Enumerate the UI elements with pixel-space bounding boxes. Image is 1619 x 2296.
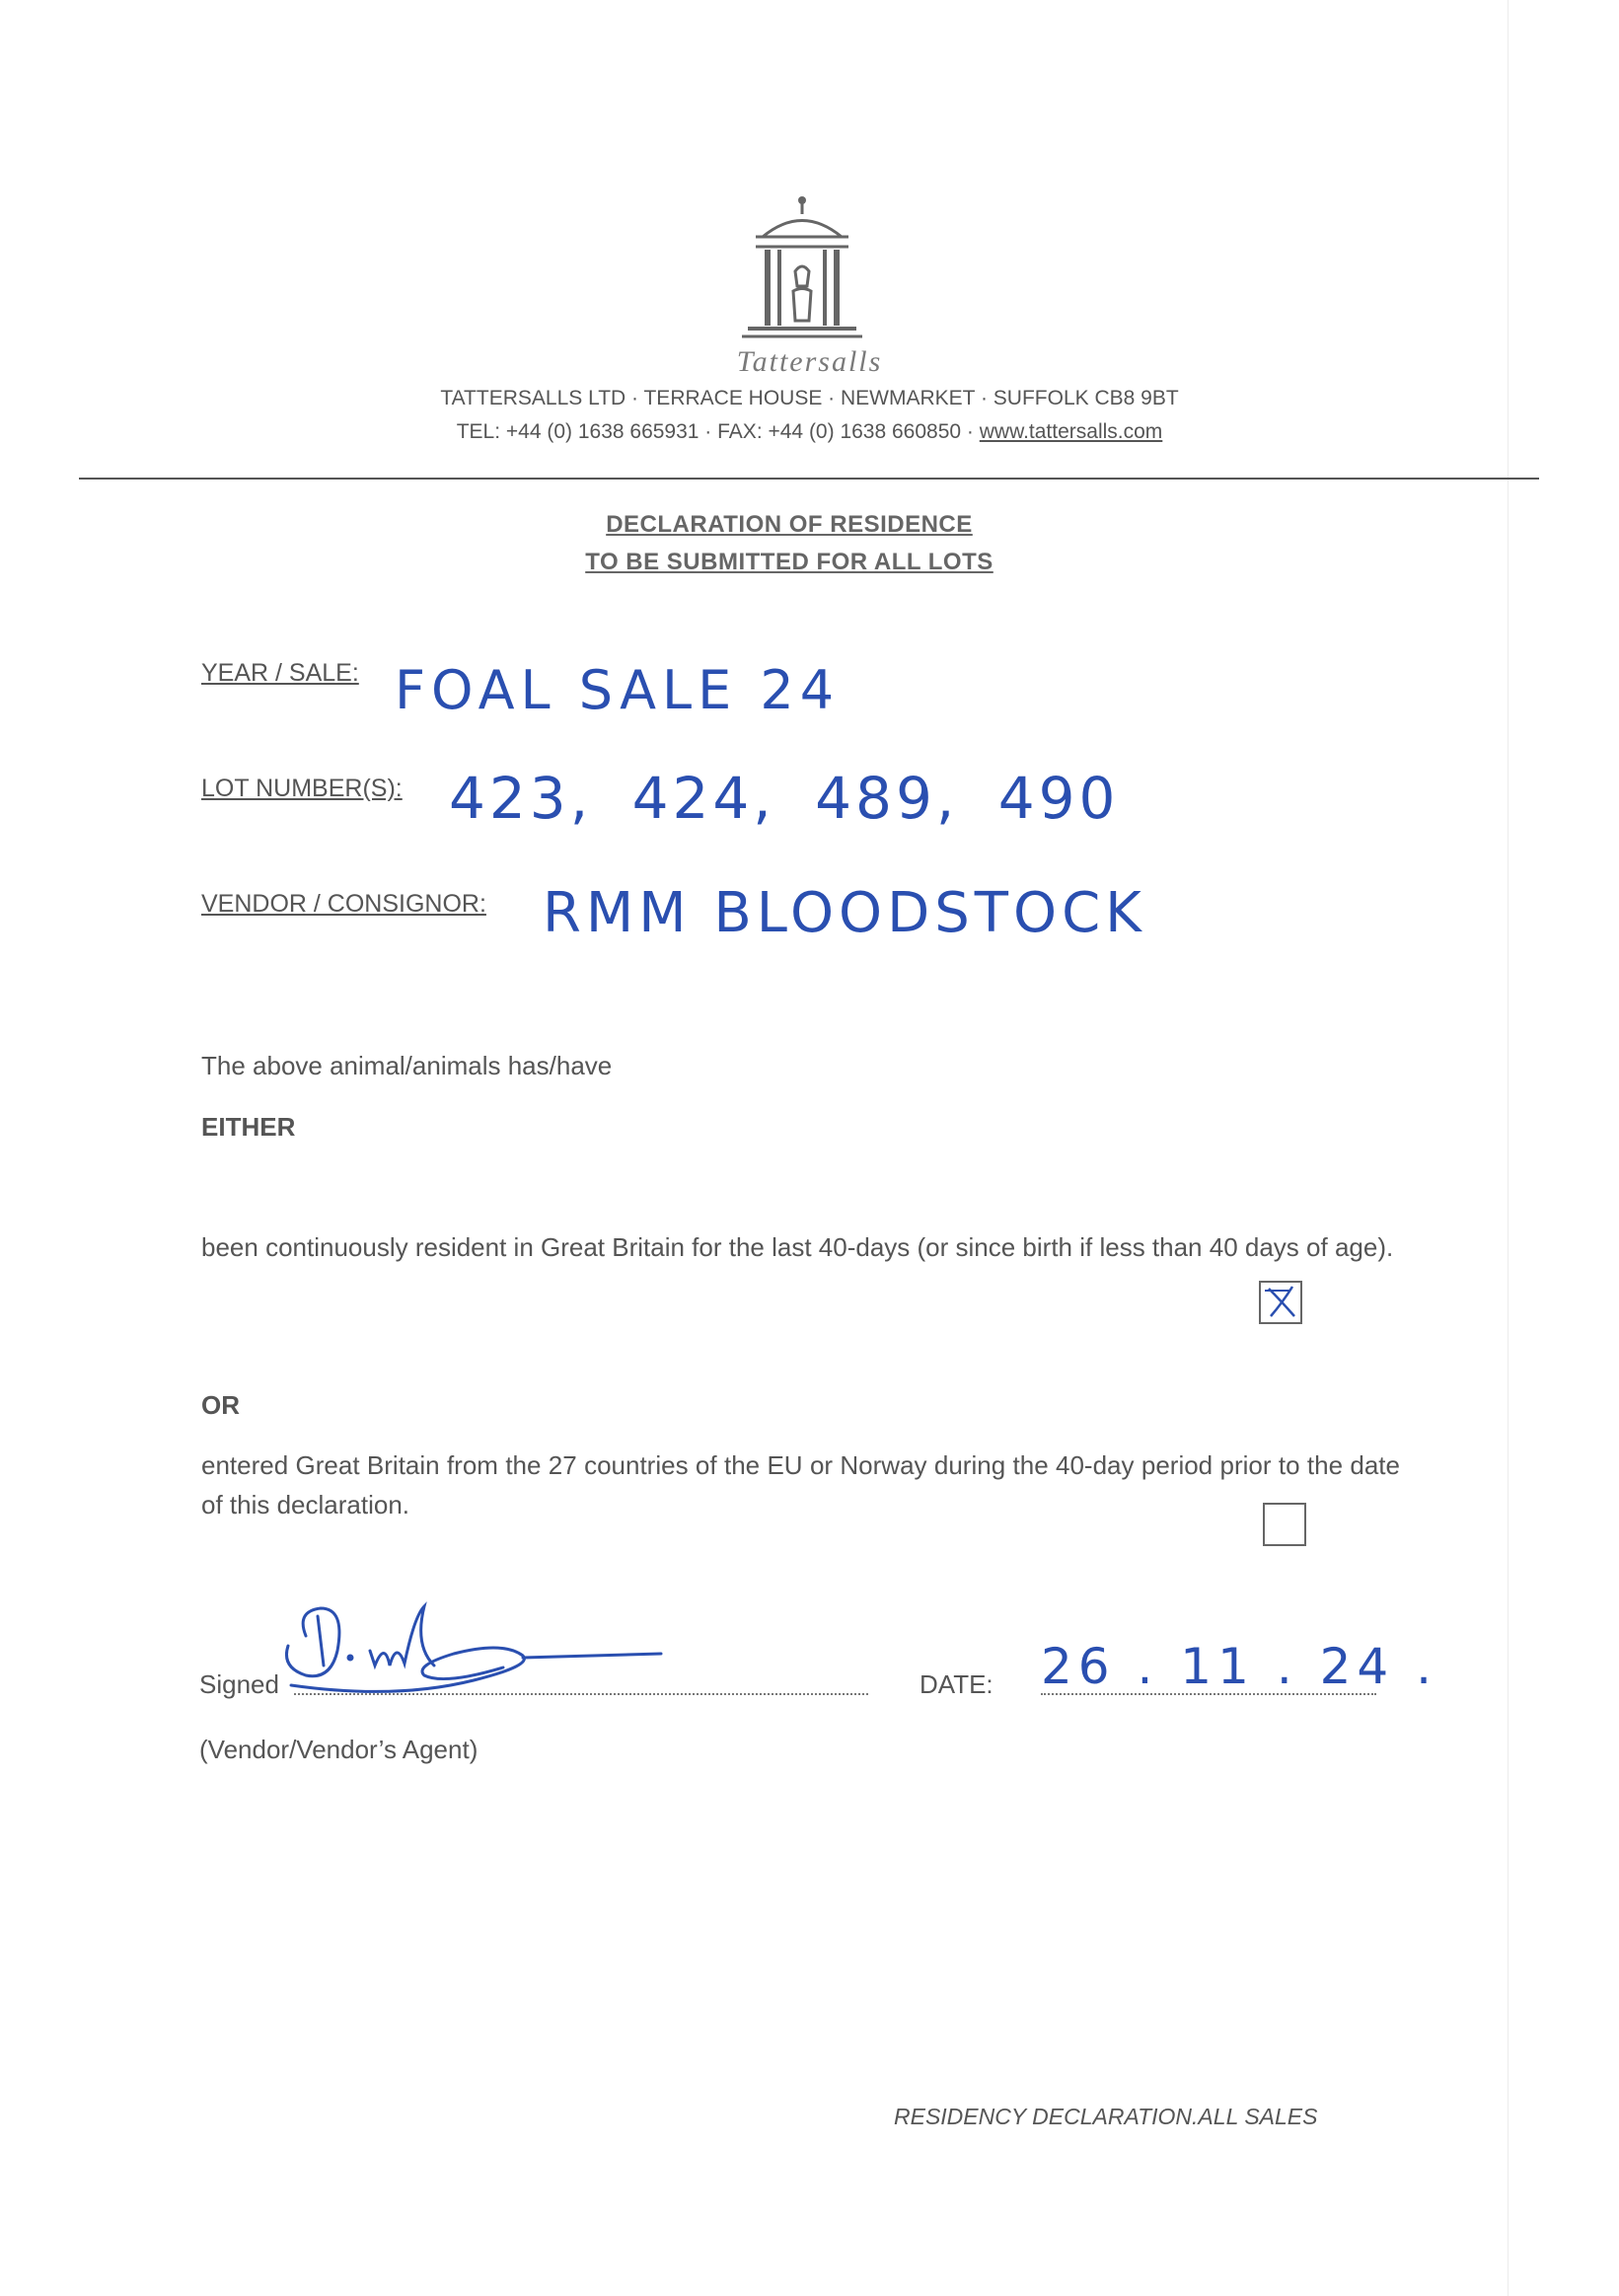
year-sale-label: YEAR / SALE: — [201, 659, 359, 687]
either-label: EITHER — [201, 1112, 296, 1142]
brand-name: Tattersalls — [736, 345, 883, 378]
intro-text: The above animal/animals has/have — [201, 1051, 613, 1080]
lot-numbers-label: LOT NUMBER(S): — [201, 775, 403, 802]
cross-mark-icon — [1261, 1283, 1300, 1322]
option-continuous-residence: been continuously resident in Great Britain for the last 40-days (or since birth if less than 40 days of age). — [201, 1232, 1394, 1262]
header-divider — [79, 478, 1539, 480]
agent-caption: (Vendor/Vendor’s Agent) — [199, 1735, 478, 1764]
contact-line — [0, 420, 1619, 444]
tattersalls-logo — [728, 192, 876, 350]
option1-checkbox[interactable] — [1259, 1281, 1302, 1324]
handwritten-signature[interactable] — [276, 1596, 671, 1705]
signed-label: Signed — [199, 1669, 279, 1699]
date-value[interactable]: 26 . 11 . 24 . — [1041, 1638, 1438, 1695]
option-entered-from-eu: entered Great Britain from the 27 countries of the EU or Norway during the 40-day period prior to the date of this declaration. — [201, 1450, 1400, 1519]
company-address: TATTERSALLS LTD · TERRACE HOUSE · NEWMARKET · SUFFOLK CB8 9BT — [440, 387, 1179, 409]
year-sale-value[interactable]: FOAL SALE 24 — [395, 659, 841, 721]
website-link[interactable]: www.tattersalls.com — [979, 420, 1163, 443]
contact-numbers: TEL: +44 (0) 1638 665931 · FAX: +44 (0) 1638 660850 · — [456, 420, 974, 443]
document-title: DECLARATION OF RESIDENCE — [606, 511, 973, 538]
lot-numbers-value[interactable]: 423, 424, 489, 490 — [449, 765, 1120, 832]
date-label: DATE: — [920, 1669, 993, 1699]
form-reference: RESIDENCY DECLARATION.ALL SALES — [894, 2104, 1318, 2129]
or-label: OR — [201, 1390, 240, 1420]
vendor-label: VENDOR / CONSIGNOR: — [201, 890, 486, 918]
document-subtitle: TO BE SUBMITTED FOR ALL LOTS — [585, 549, 993, 575]
vendor-value[interactable]: RMM BLOODSTOCK — [543, 881, 1146, 945]
option2-checkbox[interactable] — [1263, 1503, 1306, 1546]
